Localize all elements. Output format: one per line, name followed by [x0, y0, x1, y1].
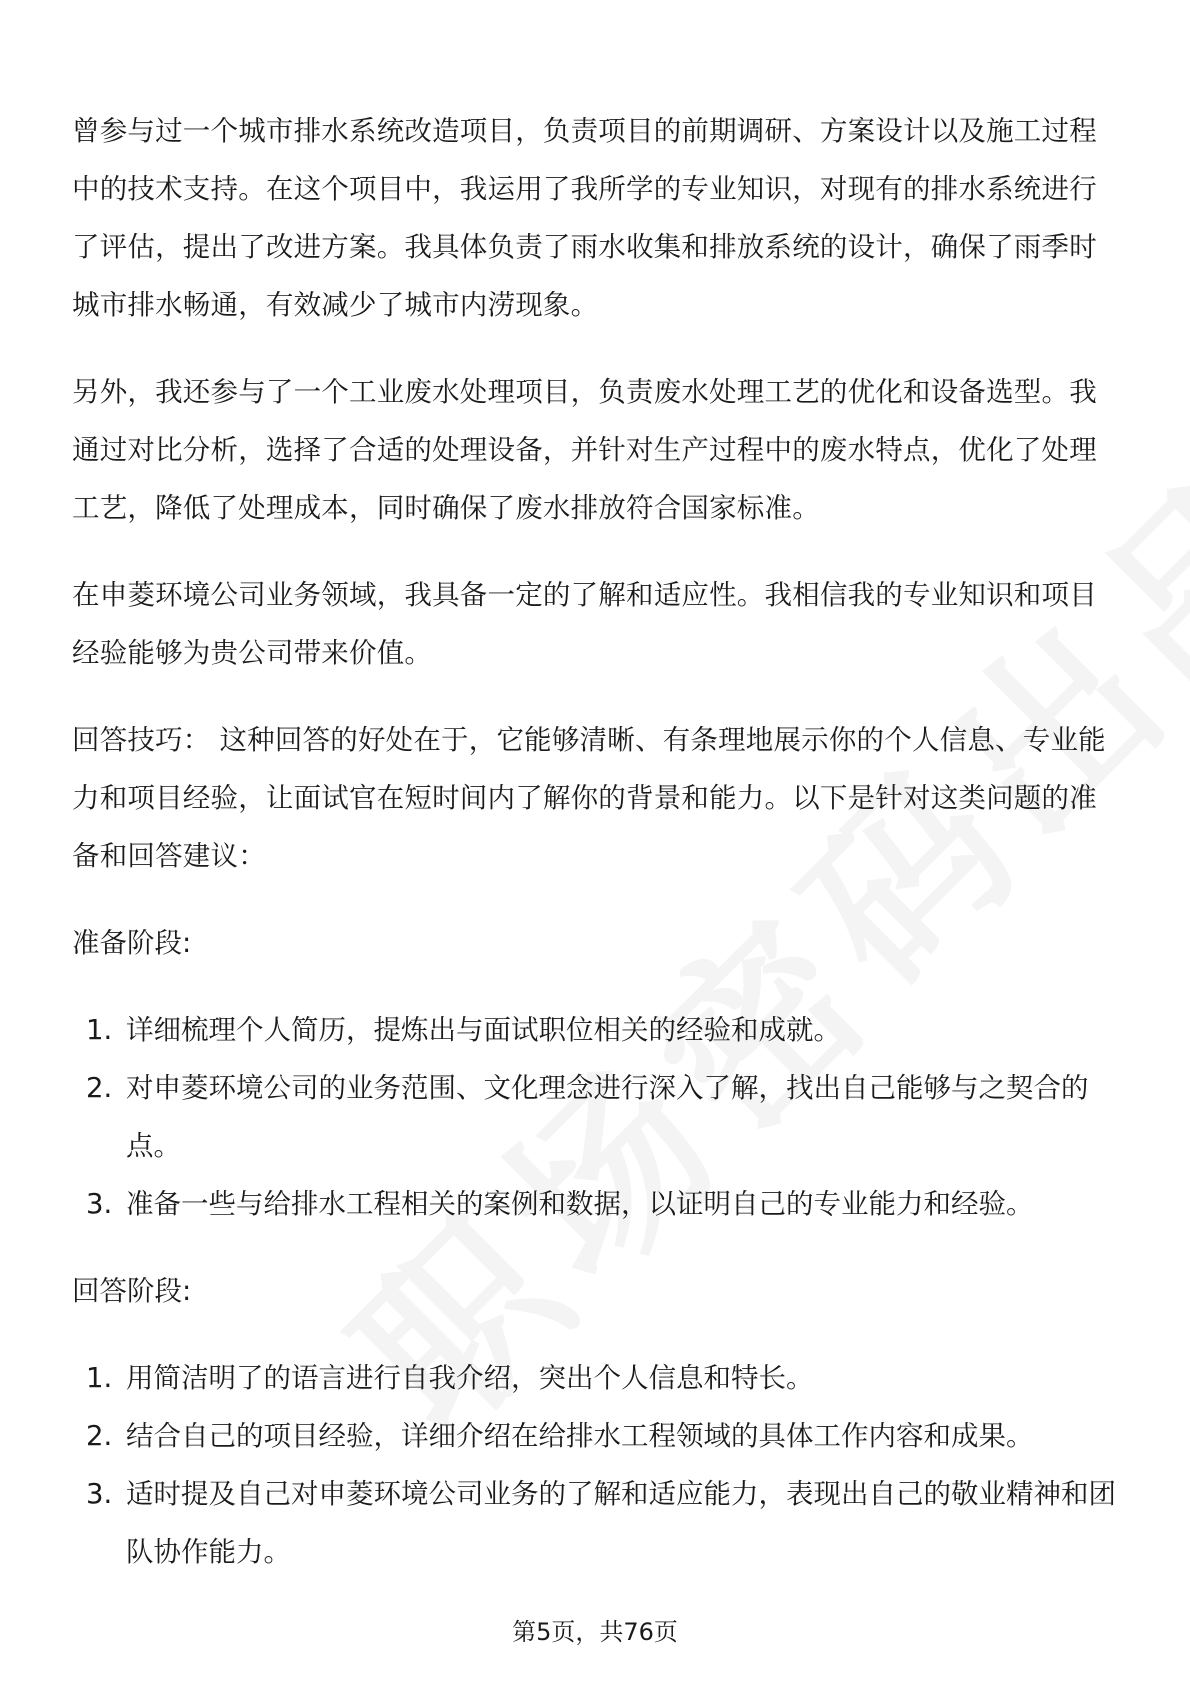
paragraph-project-wastewater: 另外，我还参与了一个工业废水处理项目，负责废水处理工艺的优化和设备选型。我通过对比分析，选择了合适的处理设备，并针对生产过程中的废水特点，优化了处理工艺，降低了处理成本，同时确保了废水排放符合国家标准。 — [72, 376, 1097, 524]
list-item-text: 适时提及自己对申菱环境公司业务的了解和适应能力，表现出自己的敬业精神和团队协作能力。 — [126, 1478, 1116, 1568]
list-item — [72, 1001, 1122, 1059]
list-item-text: 准备一些与给排水工程相关的案例和数据，以证明自己的专业能力和经验。 — [126, 1188, 1034, 1220]
list-item-text: 结合自己的项目经验，详细介绍在给排水工程领域的具体工作内容和成果。 — [126, 1420, 1034, 1452]
paragraph-answer-tips: 回答技巧： 这种回答的好处在于，它能够清晰、有条理地展示你的个人信息、专业能力和项目经验，让面试官在短时间内了解你的背景和能力。以下是针对这类问题的准备和回答建议： — [72, 724, 1106, 872]
page-content — [72, 102, 1122, 1610]
answer-stage-heading: 回答阶段: — [72, 1275, 192, 1307]
list-number: 3. — [86, 1478, 113, 1510]
list-item-text: 详细梳理个人简历，提炼出与面试职位相关的经验和成就。 — [126, 1014, 841, 1046]
list-item — [72, 1465, 1122, 1581]
list-item — [72, 1349, 1122, 1407]
prep-stage-heading: 准备阶段: — [72, 927, 192, 959]
list-item — [72, 1407, 1122, 1465]
list-item-text: 用简洁明了的语言进行自我介绍，突出个人信息和特长。 — [126, 1362, 814, 1394]
list-number: 1. — [86, 1362, 113, 1394]
list-item — [72, 1059, 1122, 1175]
page-number-footer: 第5页，共76页 — [512, 1618, 678, 1646]
list-number: 2. — [86, 1072, 113, 1104]
list-item-text: 对申菱环境公司的业务范围、文化理念进行深入了解，找出自己能够与之契合的点。 — [126, 1072, 1089, 1162]
paragraph-project-drainage: 曾参与过一个城市排水系统改造项目，负责项目的前期调研、方案设计以及施工过程中的技术支持。在这个项目中，我运用了我所学的专业知识，对现有的排水系统进行了评估，提出了改进方案。我具体负责了雨水收集和排放系统的设计，确保了雨季时城市排水畅通，有效减少了城市内涝现象。 — [72, 115, 1097, 321]
list-number: 1. — [86, 1014, 113, 1046]
list-item — [72, 1175, 1122, 1233]
list-number: 2. — [86, 1420, 113, 1452]
list-number: 3. — [86, 1188, 113, 1220]
prep-stage-list — [72, 1001, 1122, 1233]
paragraph-company-fit: 在申菱环境公司业务领域，我具备一定的了解和适应性。我相信我的专业知识和项目经验能够为贵公司带来价值。 — [72, 579, 1097, 669]
answer-stage-list — [72, 1349, 1122, 1581]
